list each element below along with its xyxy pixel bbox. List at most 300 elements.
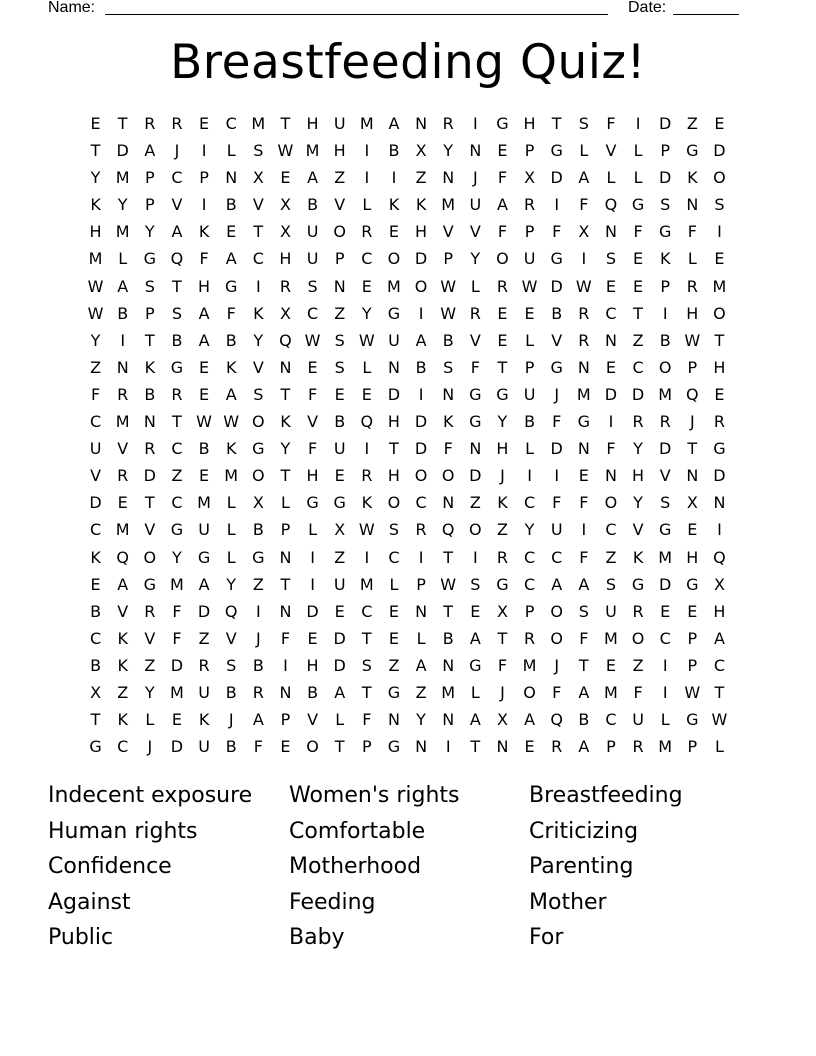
grid-cell[interactable]: O	[713, 168, 726, 188]
grid-cell[interactable]: I	[472, 547, 478, 567]
grid-cell[interactable]: M	[170, 682, 184, 702]
grid-cell[interactable]: L	[525, 439, 535, 459]
grid-cell[interactable]: H	[686, 547, 699, 567]
grid-cell[interactable]: F	[443, 439, 453, 459]
grid-cell[interactable]: P	[660, 141, 671, 161]
grid-cell[interactable]: G	[550, 249, 563, 269]
grid-cell[interactable]: H	[387, 412, 400, 432]
grid-cell[interactable]: T	[361, 628, 372, 648]
grid-cell[interactable]: E	[578, 466, 589, 486]
grid-cell[interactable]: L	[280, 493, 290, 513]
grid-cell[interactable]: R	[117, 466, 129, 486]
grid-cell[interactable]: O	[550, 628, 563, 648]
grid-cell[interactable]: W	[684, 682, 701, 702]
grid-cell[interactable]: Z	[415, 168, 427, 188]
grid-cell[interactable]: A	[225, 249, 237, 269]
grid-cell[interactable]: I	[608, 412, 614, 432]
grid-cell[interactable]: Z	[334, 168, 346, 188]
grid-cell[interactable]: I	[418, 303, 424, 323]
grid-cell[interactable]: C	[225, 114, 237, 133]
grid-cell[interactable]: Q	[224, 601, 238, 621]
grid-cell[interactable]: R	[632, 601, 644, 621]
grid-cell[interactable]: V	[225, 628, 237, 648]
grid-cell[interactable]: I	[364, 439, 370, 459]
grid-cell[interactable]: S	[578, 601, 589, 621]
grid-cell[interactable]: Y	[524, 520, 535, 540]
grid-cell[interactable]: R	[198, 655, 210, 675]
grid-cell[interactable]: L	[579, 141, 589, 161]
grid-cell[interactable]: I	[418, 547, 424, 567]
grid-cell[interactable]: E	[307, 628, 318, 648]
grid-cell[interactable]: E	[199, 114, 210, 133]
grid-cell[interactable]: E	[714, 114, 725, 133]
grid-cell[interactable]: V	[605, 141, 617, 161]
grid-cell[interactable]: U	[550, 520, 563, 540]
grid-cell[interactable]: I	[717, 520, 722, 540]
grid-cell[interactable]: X	[713, 574, 725, 594]
grid-cell[interactable]: M	[604, 628, 618, 648]
grid-cell[interactable]: E	[524, 737, 535, 757]
grid-cell[interactable]: T	[497, 628, 508, 648]
grid-cell[interactable]: Y	[633, 439, 643, 459]
grid-cell[interactable]: M	[441, 195, 456, 215]
grid-cell[interactable]: E	[171, 710, 182, 730]
grid-cell[interactable]: C	[523, 493, 536, 513]
grid-cell[interactable]: G	[387, 737, 401, 757]
grid-cell[interactable]: I	[120, 330, 126, 350]
grid-cell[interactable]: K	[442, 412, 454, 432]
grid-cell[interactable]: E	[334, 601, 345, 621]
grid-cell[interactable]: W	[277, 141, 294, 161]
grid-cell[interactable]: L	[687, 249, 697, 269]
grid-cell[interactable]: U	[198, 682, 210, 702]
grid-cell[interactable]: F	[253, 737, 263, 757]
grid-cell[interactable]: M	[115, 222, 130, 242]
grid-cell[interactable]: F	[606, 114, 616, 133]
grid-cell[interactable]: A	[252, 710, 264, 730]
grid-cell[interactable]: Z	[632, 330, 644, 350]
grid-cell[interactable]: E	[280, 168, 291, 188]
grid-cell[interactable]: B	[415, 357, 427, 377]
grid-cell[interactable]: H	[89, 222, 102, 242]
grid-cell[interactable]: S	[605, 574, 617, 594]
grid-cell[interactable]: E	[199, 357, 210, 377]
grid-cell[interactable]: U	[523, 249, 536, 269]
grid-cell[interactable]: W	[440, 574, 457, 594]
grid-cell[interactable]: G	[577, 412, 591, 432]
grid-cell[interactable]: I	[662, 682, 668, 702]
grid-cell[interactable]: D	[414, 439, 428, 459]
grid-cell[interactable]: L	[308, 520, 318, 540]
grid-cell[interactable]: A	[225, 384, 237, 404]
grid-cell[interactable]: W	[358, 330, 375, 350]
grid-cell[interactable]: Z	[334, 303, 346, 323]
grid-cell[interactable]: B	[307, 682, 319, 702]
grid-cell[interactable]: G	[143, 249, 157, 269]
grid-cell[interactable]: G	[197, 547, 211, 567]
grid-cell[interactable]: Z	[198, 628, 210, 648]
grid-cell[interactable]: V	[469, 330, 481, 350]
grid-cell[interactable]: U	[523, 384, 536, 404]
grid-cell[interactable]: N	[225, 168, 238, 188]
grid-cell[interactable]: O	[387, 249, 401, 269]
grid-cell[interactable]: A	[198, 574, 210, 594]
grid-cell[interactable]: C	[713, 655, 726, 675]
grid-cell[interactable]: A	[415, 330, 427, 350]
grid-cell[interactable]: R	[252, 682, 264, 702]
grid-cell[interactable]: F	[606, 439, 616, 459]
grid-cell[interactable]: Z	[605, 547, 617, 567]
grid-cell[interactable]: S	[144, 276, 155, 296]
grid-cell[interactable]: B	[144, 384, 156, 404]
grid-cell[interactable]: Q	[360, 412, 374, 432]
grid-cell[interactable]: C	[252, 249, 264, 269]
grid-cell[interactable]: G	[550, 141, 563, 161]
grid-cell[interactable]: M	[88, 249, 103, 269]
grid-cell[interactable]: G	[658, 520, 672, 540]
grid-cell[interactable]: R	[361, 222, 373, 242]
grid-cell[interactable]: V	[144, 520, 156, 540]
grid-cell[interactable]: X	[279, 195, 291, 215]
grid-cell[interactable]: Y	[226, 574, 237, 594]
grid-cell[interactable]: I	[662, 655, 668, 675]
grid-cell[interactable]: P	[199, 168, 209, 188]
grid-cell[interactable]: M	[576, 384, 591, 404]
grid-cell[interactable]: V	[117, 439, 129, 459]
grid-cell[interactable]: C	[632, 357, 644, 377]
grid-cell[interactable]: M	[170, 574, 184, 594]
grid-cell[interactable]: D	[414, 412, 428, 432]
grid-cell[interactable]: V	[144, 628, 156, 648]
grid-cell[interactable]: J	[500, 466, 505, 486]
grid-cell[interactable]: F	[497, 222, 508, 242]
grid-cell[interactable]: E	[361, 384, 372, 404]
grid-cell[interactable]: P	[361, 737, 372, 757]
grid-cell[interactable]: T	[578, 655, 589, 675]
grid-cell[interactable]: I	[635, 114, 641, 133]
grid-cell[interactable]: R	[632, 737, 644, 757]
grid-cell[interactable]: N	[442, 493, 455, 513]
grid-cell[interactable]: R	[578, 303, 590, 323]
grid-cell[interactable]: B	[225, 330, 237, 350]
grid-cell[interactable]: M	[305, 141, 320, 161]
grid-cell[interactable]: P	[524, 601, 535, 621]
grid-cell[interactable]: T	[361, 682, 372, 702]
grid-cell[interactable]: E	[497, 303, 508, 323]
grid-cell[interactable]: P	[443, 249, 454, 269]
grid-cell[interactable]: B	[578, 710, 590, 730]
grid-cell[interactable]: A	[198, 330, 210, 350]
grid-cell[interactable]: G	[713, 439, 726, 459]
grid-cell[interactable]: P	[416, 574, 426, 594]
grid-cell[interactable]: B	[442, 628, 454, 648]
grid-cell[interactable]: F	[90, 384, 101, 404]
grid-cell[interactable]: J	[174, 141, 180, 161]
grid-cell[interactable]: O	[414, 276, 428, 296]
grid-cell[interactable]: P	[524, 357, 535, 377]
grid-cell[interactable]: B	[171, 330, 183, 350]
grid-cell[interactable]: E	[334, 384, 345, 404]
grid-cell[interactable]: E	[714, 249, 725, 269]
grid-cell[interactable]: Q	[713, 547, 726, 567]
grid-cell[interactable]: K	[90, 547, 101, 567]
grid-cell[interactable]: T	[117, 114, 128, 133]
grid-cell[interactable]: U	[605, 601, 617, 621]
grid-cell[interactable]: Q	[441, 520, 455, 540]
grid-cell[interactable]: O	[441, 466, 455, 486]
grid-cell[interactable]: U	[333, 439, 346, 459]
grid-cell[interactable]: E	[605, 655, 616, 675]
date-blank-line[interactable]	[673, 14, 739, 15]
grid-cell[interactable]: M	[441, 682, 456, 702]
grid-cell[interactable]: C	[523, 547, 536, 567]
grid-cell[interactable]: V	[252, 195, 264, 215]
grid-cell[interactable]: G	[387, 682, 401, 702]
grid-cell[interactable]: O	[550, 601, 563, 621]
grid-cell[interactable]: G	[89, 737, 102, 757]
grid-cell[interactable]: E	[307, 357, 318, 377]
grid-cell[interactable]: W	[87, 276, 104, 296]
grid-cell[interactable]: U	[469, 195, 482, 215]
grid-cell[interactable]: N	[442, 384, 455, 404]
grid-cell[interactable]: F	[633, 222, 643, 242]
grid-cell[interactable]: D	[143, 466, 156, 486]
grid-cell[interactable]: G	[469, 655, 482, 675]
grid-cell[interactable]: A	[144, 141, 156, 161]
grid-cell[interactable]: X	[252, 493, 264, 513]
grid-cell[interactable]: K	[225, 357, 237, 377]
grid-cell[interactable]: M	[115, 168, 130, 188]
grid-cell[interactable]: F	[579, 493, 589, 513]
grid-cell[interactable]: G	[170, 357, 184, 377]
grid-cell[interactable]: S	[388, 520, 400, 540]
grid-cell[interactable]: F	[226, 303, 236, 323]
grid-cell[interactable]: I	[445, 737, 451, 757]
grid-cell[interactable]: S	[714, 195, 725, 215]
grid-cell[interactable]: L	[470, 276, 480, 296]
grid-cell[interactable]: X	[334, 520, 346, 540]
grid-cell[interactable]: P	[334, 249, 345, 269]
grid-cell[interactable]: G	[170, 520, 184, 540]
grid-cell[interactable]: A	[524, 710, 536, 730]
grid-cell[interactable]: A	[578, 682, 590, 702]
grid-cell[interactable]: C	[523, 574, 536, 594]
grid-cell[interactable]: C	[89, 520, 102, 540]
grid-cell[interactable]: K	[117, 628, 128, 648]
grid-cell[interactable]: F	[172, 601, 182, 621]
grid-cell[interactable]: N	[496, 737, 509, 757]
grid-cell[interactable]: D	[550, 168, 563, 188]
grid-cell[interactable]: I	[662, 303, 668, 323]
grid-cell[interactable]: Q	[550, 710, 563, 730]
grid-cell[interactable]: D	[306, 601, 319, 621]
grid-cell[interactable]: D	[387, 384, 401, 404]
grid-cell[interactable]: O	[713, 303, 726, 323]
grid-cell[interactable]: G	[658, 222, 672, 242]
grid-cell[interactable]: R	[524, 628, 536, 648]
grid-cell[interactable]: E	[660, 601, 671, 621]
grid-cell[interactable]: F	[579, 628, 589, 648]
grid-cell[interactable]: J	[472, 168, 478, 188]
grid-cell[interactable]: T	[144, 330, 155, 350]
grid-cell[interactable]: Z	[469, 493, 481, 513]
grid-cell[interactable]: W	[440, 303, 457, 323]
grid-cell[interactable]: B	[307, 195, 319, 215]
grid-cell[interactable]: R	[144, 114, 156, 133]
grid-cell[interactable]: F	[497, 655, 508, 675]
grid-cell[interactable]: D	[604, 384, 618, 404]
grid-cell[interactable]: T	[443, 547, 454, 567]
grid-cell[interactable]: F	[579, 547, 589, 567]
grid-cell[interactable]: F	[633, 682, 643, 702]
grid-cell[interactable]: Y	[117, 195, 128, 215]
grid-cell[interactable]: U	[198, 737, 210, 757]
grid-cell[interactable]: E	[687, 601, 698, 621]
grid-cell[interactable]: O	[252, 412, 265, 432]
grid-cell[interactable]: L	[226, 547, 236, 567]
grid-cell[interactable]: O	[306, 737, 319, 757]
grid-cell[interactable]: N	[577, 439, 590, 459]
grid-cell[interactable]: J	[228, 710, 234, 730]
grid-cell[interactable]: O	[143, 547, 157, 567]
grid-cell[interactable]: C	[605, 303, 617, 323]
grid-cell[interactable]: R	[117, 384, 129, 404]
grid-cell[interactable]: N	[415, 114, 428, 133]
grid-cell[interactable]: T	[389, 439, 399, 459]
grid-cell[interactable]: I	[554, 466, 560, 486]
grid-cell[interactable]: W	[358, 520, 375, 540]
grid-cell[interactable]: N	[604, 466, 617, 486]
grid-cell[interactable]: V	[334, 195, 346, 215]
grid-cell[interactable]: W	[223, 412, 240, 432]
grid-cell[interactable]: T	[90, 710, 101, 730]
grid-cell[interactable]: J	[500, 682, 505, 702]
grid-cell[interactable]: P	[606, 737, 616, 757]
grid-cell[interactable]: D	[659, 574, 672, 594]
grid-cell[interactable]: H	[713, 601, 726, 621]
grid-cell[interactable]: G	[686, 710, 699, 730]
grid-cell[interactable]: E	[388, 222, 399, 242]
grid-cell[interactable]: K	[687, 168, 698, 188]
grid-cell[interactable]: X	[496, 601, 508, 621]
grid-cell[interactable]: L	[416, 628, 426, 648]
grid-cell[interactable]: U	[306, 249, 319, 269]
grid-cell[interactable]: G	[306, 493, 319, 513]
grid-cell[interactable]: A	[117, 276, 129, 296]
grid-cell[interactable]: I	[527, 466, 532, 486]
name-blank-line[interactable]	[105, 14, 608, 15]
grid-cell[interactable]: C	[605, 520, 617, 540]
grid-cell[interactable]: P	[524, 222, 535, 242]
grid-cell[interactable]: M	[387, 276, 401, 296]
grid-cell[interactable]: R	[361, 466, 373, 486]
grid-cell[interactable]: R	[686, 276, 698, 296]
grid-cell[interactable]: E	[470, 601, 481, 621]
grid-cell[interactable]: N	[116, 357, 129, 377]
grid-cell[interactable]: O	[631, 628, 645, 648]
grid-cell[interactable]: F	[362, 710, 372, 730]
grid-cell[interactable]: A	[713, 628, 725, 648]
grid-cell[interactable]: D	[469, 466, 482, 486]
grid-cell[interactable]: B	[551, 303, 563, 323]
grid-cell[interactable]: D	[659, 439, 672, 459]
grid-cell[interactable]: G	[550, 357, 563, 377]
grid-cell[interactable]: G	[496, 574, 509, 594]
grid-cell[interactable]: M	[115, 520, 130, 540]
grid-cell[interactable]: C	[171, 439, 183, 459]
grid-cell[interactable]: T	[497, 357, 508, 377]
grid-cell[interactable]: Y	[90, 330, 101, 350]
grid-cell[interactable]: G	[686, 574, 699, 594]
grid-cell[interactable]: R	[524, 195, 536, 215]
grid-cell[interactable]: L	[633, 141, 643, 161]
grid-cell[interactable]: N	[387, 710, 400, 730]
grid-cell[interactable]: R	[144, 601, 156, 621]
grid-cell[interactable]: B	[225, 737, 237, 757]
grid-cell[interactable]: B	[117, 303, 129, 323]
grid-cell[interactable]: I	[554, 195, 560, 215]
grid-cell[interactable]: B	[225, 682, 237, 702]
grid-cell[interactable]: T	[443, 601, 454, 621]
grid-cell[interactable]: T	[633, 303, 643, 323]
grid-cell[interactable]: T	[280, 574, 291, 594]
grid-cell[interactable]: E	[497, 141, 508, 161]
grid-cell[interactable]: C	[117, 737, 129, 757]
grid-cell[interactable]: D	[713, 466, 726, 486]
grid-cell[interactable]: C	[388, 547, 400, 567]
grid-cell[interactable]: X	[496, 710, 508, 730]
grid-cell[interactable]: R	[279, 276, 291, 296]
grid-cell[interactable]: I	[310, 574, 315, 594]
grid-cell[interactable]: Y	[470, 249, 481, 269]
grid-cell[interactable]: E	[117, 493, 128, 513]
grid-cell[interactable]: U	[89, 439, 102, 459]
grid-cell[interactable]: P	[144, 168, 155, 188]
grid-cell[interactable]: Q	[170, 249, 184, 269]
grid-cell[interactable]: U	[388, 330, 400, 350]
grid-cell[interactable]: H	[496, 439, 509, 459]
grid-cell[interactable]: T	[280, 466, 291, 486]
grid-cell[interactable]: D	[631, 384, 645, 404]
grid-cell[interactable]: G	[631, 195, 645, 215]
grid-cell[interactable]: G	[469, 412, 482, 432]
grid-cell[interactable]: M	[224, 466, 239, 486]
grid-cell[interactable]: C	[306, 303, 319, 323]
grid-cell[interactable]: V	[551, 330, 563, 350]
grid-cell[interactable]: M	[658, 384, 673, 404]
grid-cell[interactable]: E	[497, 330, 508, 350]
grid-cell[interactable]: E	[524, 303, 535, 323]
grid-cell[interactable]: Z	[686, 114, 698, 133]
grid-cell[interactable]: X	[279, 303, 291, 323]
grid-cell[interactable]: D	[170, 655, 184, 675]
grid-cell[interactable]: U	[306, 222, 319, 242]
grid-cell[interactable]: I	[255, 276, 261, 296]
grid-cell[interactable]: K	[225, 439, 237, 459]
grid-cell[interactable]: G	[387, 303, 401, 323]
grid-cell[interactable]: C	[659, 628, 671, 648]
grid-cell[interactable]: G	[686, 141, 699, 161]
grid-cell[interactable]: I	[201, 195, 207, 215]
grid-cell[interactable]: F	[552, 412, 562, 432]
grid-cell[interactable]: A	[117, 574, 129, 594]
grid-cell[interactable]: R	[713, 412, 725, 432]
grid-cell[interactable]: O	[333, 222, 346, 242]
grid-cell[interactable]: O	[469, 520, 482, 540]
grid-cell[interactable]: D	[414, 249, 428, 269]
grid-cell[interactable]: E	[90, 114, 101, 133]
grid-cell[interactable]: K	[117, 710, 128, 730]
